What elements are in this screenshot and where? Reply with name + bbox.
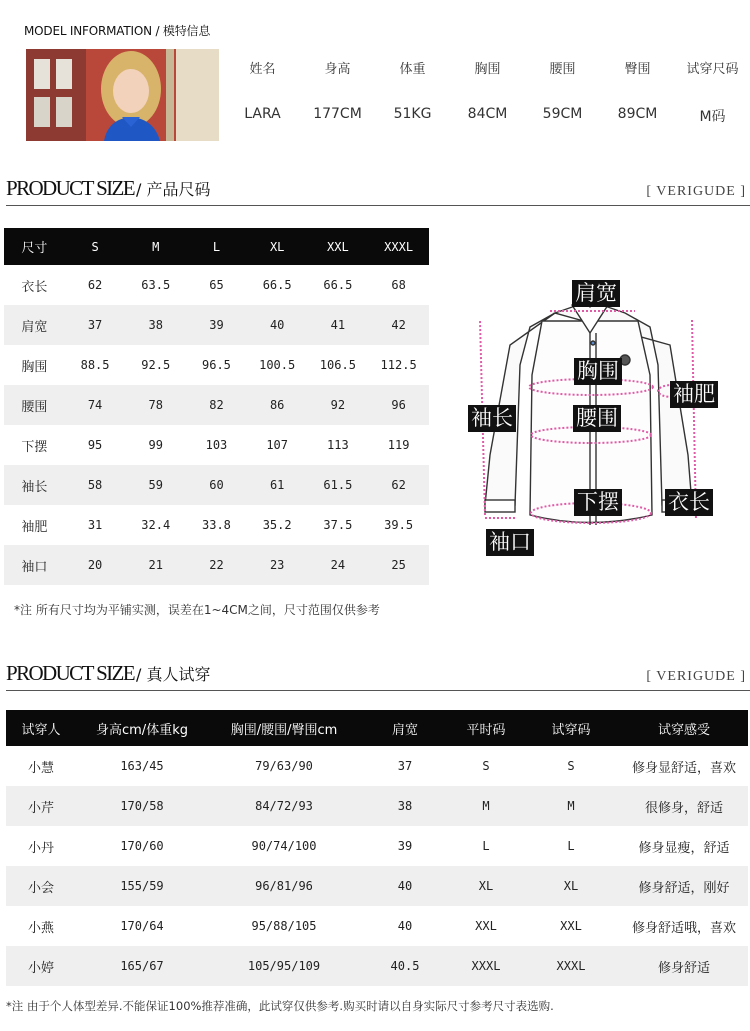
table-cell: 31 <box>87 518 103 532</box>
table-cell: 20 <box>87 558 103 572</box>
row-label: 袖长 <box>21 479 48 495</box>
tryon-section-title <box>6 661 211 686</box>
table-cell: 33.8 <box>202 518 231 532</box>
table-row <box>4 425 429 465</box>
model-value-height: 177CM <box>313 106 362 122</box>
table-cell: 66.5 <box>323 278 353 292</box>
diagram-label-shoulder: 肩宽 <box>572 280 620 307</box>
table-cell: 40 <box>397 879 413 893</box>
table-cell: 165/67 <box>120 959 164 973</box>
table-cell: 92.5 <box>141 358 171 372</box>
size-section-title <box>6 176 211 201</box>
tryon-feedback: 修身舒适哦，喜欢 <box>631 920 736 936</box>
table-row <box>6 826 748 866</box>
tryon-section-title-cn: / 真人试穿 <box>136 665 211 684</box>
table-row <box>4 305 429 345</box>
table-row <box>6 946 748 986</box>
size-section-brand: [ VERIGUDE ] <box>646 184 746 199</box>
table-cell: XL <box>563 879 579 893</box>
tryon-table-header: 平时码 <box>466 722 506 738</box>
model-info-values <box>225 106 750 126</box>
model-photo-image <box>26 49 219 141</box>
model-info-headers <box>225 58 750 78</box>
table-row <box>4 265 429 305</box>
table-cell: 119 <box>387 438 410 452</box>
table-cell: 62 <box>391 478 406 492</box>
diagram-label-length: 衣长 <box>665 489 713 516</box>
diagram-label-cuff: 袖口 <box>486 529 534 556</box>
size-section-title-cn: / 产品尺码 <box>136 180 211 199</box>
model-header-hip: 臀围 <box>624 62 651 77</box>
model-header-height: 身高 <box>324 62 351 77</box>
table-cell: 39 <box>209 318 224 332</box>
tester-name: 小燕 <box>27 920 54 936</box>
tryon-table-header: 胸围/腰围/臀围cm <box>230 722 338 738</box>
tryon-feedback: 很修身，舒适 <box>644 800 723 816</box>
table-cell: 95 <box>87 438 103 452</box>
tryon-feedback: 修身舒适 <box>657 960 710 976</box>
table-cell: 39.5 <box>384 518 414 532</box>
table-cell: S <box>482 759 490 773</box>
model-header-weight: 体重 <box>399 62 426 77</box>
size-table-header: M <box>152 239 160 254</box>
table-cell: 106.5 <box>319 358 356 372</box>
table-cell: 107 <box>266 438 288 452</box>
tryon-table-header: 试穿码 <box>551 722 591 738</box>
diagram-label-hem: 下摆 <box>574 489 622 516</box>
table-cell: 170/64 <box>120 919 164 933</box>
size-section-heading <box>6 172 750 206</box>
shirt-measurement-diagram <box>460 275 740 565</box>
table-cell: 103 <box>205 438 228 452</box>
tester-name: 小慧 <box>27 760 54 776</box>
tryon-table-header-row <box>6 710 748 746</box>
table-cell: 40 <box>397 919 413 933</box>
table-cell: 112.5 <box>380 358 417 372</box>
tryon-feedback: 修身显舒适，喜欢 <box>631 760 736 776</box>
table-cell: 92 <box>330 398 346 412</box>
table-cell: 88.5 <box>80 358 110 372</box>
table-cell: 37 <box>87 318 103 332</box>
table-cell: 25 <box>391 558 406 572</box>
diagram-label-waist: 腰围 <box>573 405 621 432</box>
table-cell: 63.5 <box>141 278 171 292</box>
table-cell: 66.5 <box>262 278 292 292</box>
row-label: 腰围 <box>21 399 48 415</box>
table-cell: 79/63/90 <box>255 759 313 773</box>
size-table-header: XXL <box>327 239 349 254</box>
model-value-waist: 59CM <box>542 106 583 122</box>
table-cell: 21 <box>148 558 163 572</box>
tryon-table <box>6 710 748 986</box>
table-cell: 39 <box>397 839 413 853</box>
tryon-section-heading <box>6 657 750 691</box>
table-cell: 90/74/100 <box>251 839 317 853</box>
row-label: 肩宽 <box>21 319 48 335</box>
table-cell: 22 <box>209 558 224 572</box>
table-cell: S <box>567 759 575 773</box>
size-table-header-row <box>4 228 429 265</box>
row-label: 袖口 <box>21 559 48 575</box>
table-cell: 62 <box>87 278 103 292</box>
table-cell: 32.4 <box>141 518 171 532</box>
table-cell: 40.5 <box>390 959 420 973</box>
tryon-table-note: *注 由于个人体型差异.不能保证100%推荐准确，此试穿仅供参考.购买时请以自身实际尺寸参考尺寸表选购. <box>6 999 554 1013</box>
table-cell: 61.5 <box>323 478 353 492</box>
table-cell: 84/72/93 <box>255 799 313 813</box>
size-table-header: XXXL <box>384 239 414 254</box>
tryon-section-title-en: PRODUCT SIZE <box>6 661 135 685</box>
table-cell: 65 <box>209 278 224 292</box>
table-cell: 42 <box>391 318 406 332</box>
table-row <box>6 786 748 826</box>
table-cell: 105/95/109 <box>247 959 321 973</box>
size-table-note: *注 所有尺寸均为平铺实测，误差在1~4CM之间，尺寸范围仅供参考 <box>14 603 380 617</box>
table-cell: 60 <box>209 478 224 492</box>
table-cell: 68 <box>391 278 406 292</box>
tryon-feedback: 修身舒适，刚好 <box>638 880 730 896</box>
diagram-label-chest: 胸围 <box>574 358 622 385</box>
table-cell: L <box>482 839 490 853</box>
table-row <box>4 385 429 425</box>
table-cell: XXXL <box>471 959 501 973</box>
model-header-waist: 腰围 <box>549 62 576 77</box>
size-table <box>4 228 429 585</box>
table-row <box>6 866 748 906</box>
table-cell: 40 <box>269 318 285 332</box>
size-table-header: XL <box>269 239 285 254</box>
table-cell: 96 <box>391 398 406 412</box>
table-cell: XXL <box>475 919 497 933</box>
table-cell: M <box>482 799 490 813</box>
table-row <box>6 906 748 946</box>
table-cell: 59 <box>148 478 163 492</box>
table-row <box>4 345 429 385</box>
table-cell: 61 <box>269 478 285 492</box>
table-cell: 41 <box>330 318 346 332</box>
table-cell: 96.5 <box>202 358 231 372</box>
tryon-feedback: 修身显瘦，舒适 <box>638 840 730 856</box>
size-table-header: S <box>91 239 99 254</box>
diagram-label-sleeve-width: 袖肥 <box>670 381 718 408</box>
table-cell: 38 <box>397 799 413 813</box>
table-cell: 100.5 <box>259 358 296 372</box>
table-cell: 78 <box>148 398 163 412</box>
table-cell: 163/45 <box>120 759 164 773</box>
row-label: 袖肥 <box>21 519 48 535</box>
table-cell: 35.2 <box>262 518 292 532</box>
table-cell: 95/88/105 <box>251 919 317 933</box>
diagram-label-sleeve-length: 袖长 <box>468 405 516 432</box>
table-cell: 38 <box>148 318 163 332</box>
table-cell: 113 <box>327 438 349 452</box>
tryon-section-brand: [ VERIGUDE ] <box>646 669 746 684</box>
table-cell: 37.5 <box>323 518 353 532</box>
table-row <box>4 505 429 545</box>
tryon-table-header: 身高cm/体重kg <box>96 722 188 738</box>
model-photo <box>26 49 219 141</box>
table-cell: 23 <box>269 558 285 572</box>
table-cell: L <box>567 839 575 853</box>
model-value-bust: 84CM <box>467 106 508 122</box>
table-cell: 24 <box>330 558 346 572</box>
table-row <box>6 746 748 786</box>
model-info-title: MODEL INFORMATION / 模特信息 <box>24 24 211 38</box>
table-cell: 155/59 <box>120 879 164 893</box>
table-cell: 86 <box>269 398 285 412</box>
model-value-name: LARA <box>244 106 281 122</box>
table-cell: 96/81/96 <box>255 879 313 893</box>
row-label: 胸围 <box>21 359 48 375</box>
row-label: 衣长 <box>21 279 48 295</box>
tester-name: 小婷 <box>27 960 54 976</box>
table-cell: 170/58 <box>120 799 164 813</box>
table-cell: 37 <box>397 759 413 773</box>
size-section-title-en: PRODUCT SIZE <box>6 176 135 200</box>
tryon-table-header: 试穿感受 <box>657 722 710 738</box>
tryon-table-header: 肩宽 <box>391 722 418 738</box>
table-cell: M <box>567 799 575 813</box>
table-row <box>4 545 429 585</box>
model-value-hip: 89CM <box>617 106 658 122</box>
model-value-weight: 51KG <box>393 106 432 122</box>
table-cell: 170/60 <box>120 839 164 853</box>
size-table-header: L <box>212 239 221 254</box>
model-header-name: 姓名 <box>249 62 276 77</box>
table-cell: XL <box>478 879 494 893</box>
model-header-bust: 胸围 <box>474 62 501 77</box>
table-cell: XXL <box>560 919 582 933</box>
tester-name: 小芹 <box>27 800 54 816</box>
table-cell: 82 <box>209 398 224 412</box>
size-table-header: 尺寸 <box>21 241 48 256</box>
tester-name: 小会 <box>27 880 54 896</box>
row-label: 下摆 <box>21 439 48 455</box>
tryon-table-header: 试穿人 <box>21 722 61 738</box>
table-cell: 99 <box>148 438 163 452</box>
table-cell: 74 <box>87 398 103 412</box>
tester-name: 小丹 <box>27 840 54 856</box>
model-header-tried-size: 试穿尺码 <box>686 62 739 77</box>
model-value-tried-size: M码 <box>699 109 726 125</box>
table-cell: 58 <box>87 478 103 492</box>
table-row <box>4 465 429 505</box>
table-cell: XXXL <box>556 959 586 973</box>
